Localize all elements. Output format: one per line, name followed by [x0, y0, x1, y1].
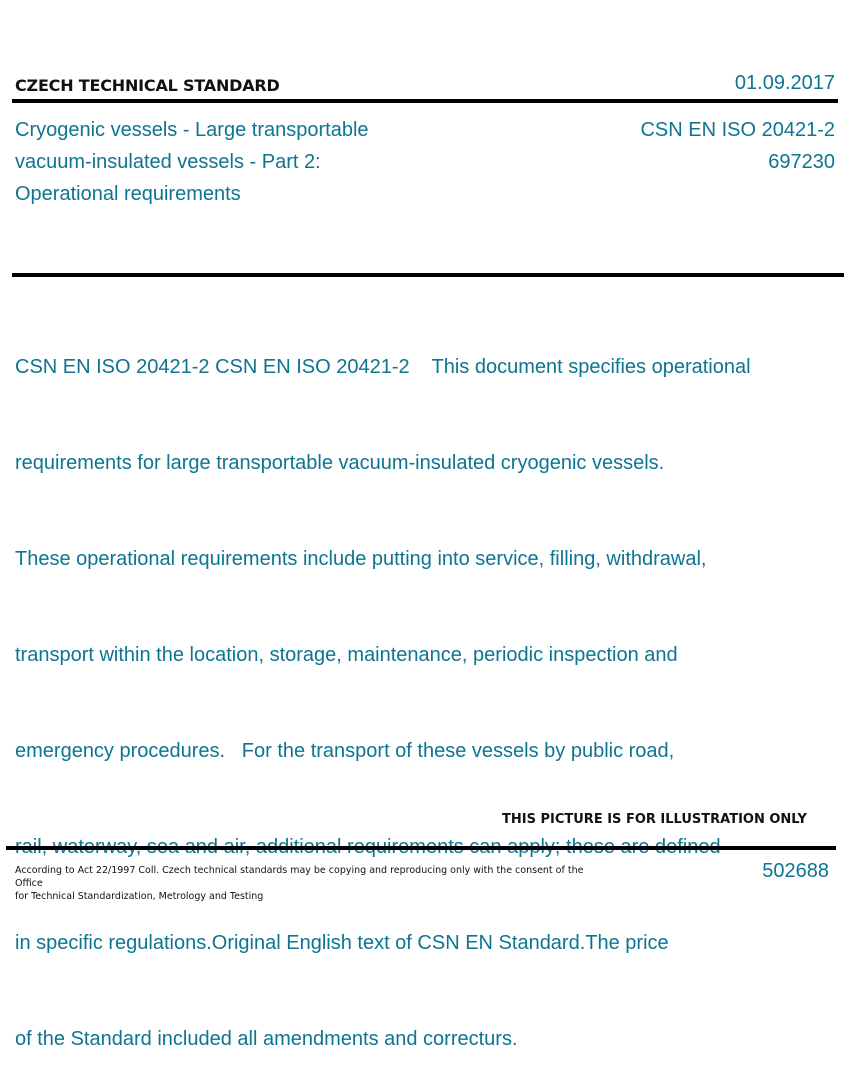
standard-code: CSN EN ISO 20421-2: [640, 119, 835, 141]
publication-date: 01.09.2017: [734, 72, 835, 94]
document-description: [15, 287, 815, 1087]
description-line: in specific regulations.Original English text of CSN EN Standard.The price: [15, 932, 669, 954]
footer-number: 502688: [762, 860, 829, 882]
description-line: requirements for large transportable vacuum-insulated cryogenic vessels.: [15, 452, 665, 474]
catalog-number: 697230: [768, 151, 835, 173]
illustration-note: THIS PICTURE IS FOR ILLUSTRATION ONLY: [502, 812, 807, 827]
description-line: emergency procedures. For the transport of these vessels by public road,: [15, 740, 675, 762]
description-line: CSN EN ISO 20421-2 CSN EN ISO 20421-2 This document specifies operational: [15, 356, 751, 378]
description-line: These operational requirements include putting into service, filling, withdrawal,: [15, 548, 707, 570]
title-line: vacuum-insulated vessels - Part 2:: [15, 151, 321, 173]
standard-type-heading: CZECH TECHNICAL STANDARD: [15, 76, 280, 95]
description-line: of the Standard included all amendments and correcturs.: [15, 1028, 518, 1050]
legal-line: According to Act 22/1997 Coll. Czech technical standards may be copying and reproducing only with the consent of the Office: [15, 865, 584, 889]
section-rule: [12, 273, 844, 277]
footer-rule: [6, 846, 836, 850]
legal-notice: [15, 864, 595, 903]
description-line: transport within the location, storage, maintenance, periodic inspection and: [15, 644, 678, 666]
document-title: [15, 114, 445, 210]
header-rule: [12, 99, 838, 103]
title-line: Cryogenic vessels - Large transportable: [15, 119, 369, 141]
legal-line: for Technical Standardization, Metrology and Testing: [15, 891, 264, 902]
document-codes: [640, 114, 835, 178]
title-line: Operational requirements: [15, 183, 241, 205]
